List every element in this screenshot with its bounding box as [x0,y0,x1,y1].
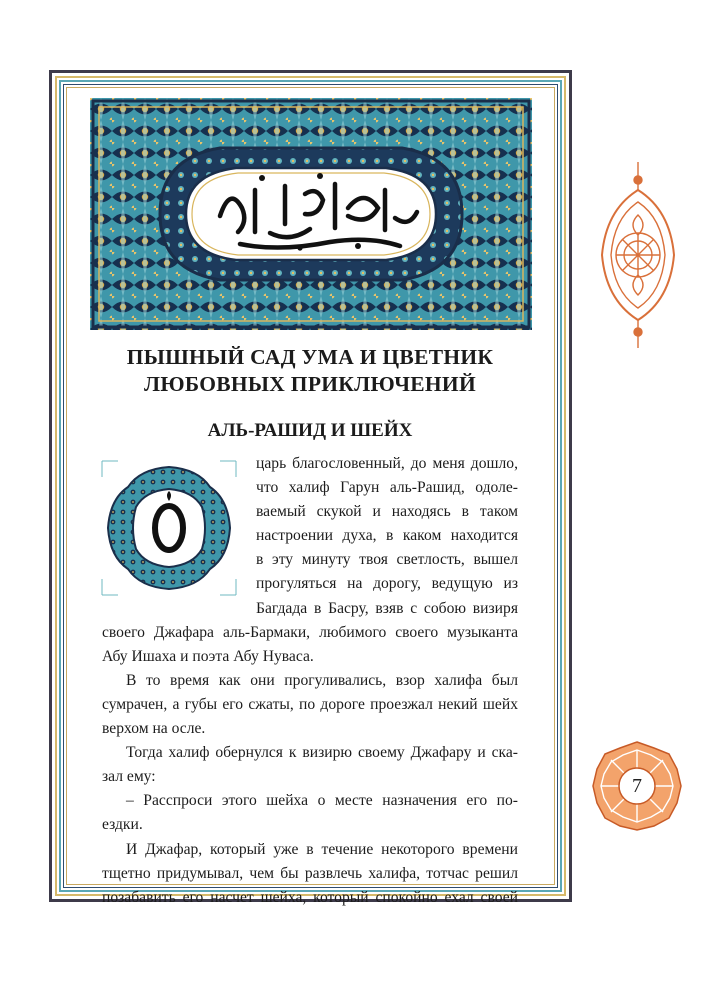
chapter-title-line-1: ПЫШНЫЙ САД УМА И ЦВЕТНИК [126,345,494,369]
body-line: прогуляться на дорогу, ведущую из [256,575,518,593]
body-line: тщетно придумывал, чем бы развлечь халифа, тотчас решил [102,864,518,882]
body-line: в эту минуту твоя светлость, вышел [256,551,518,569]
body-line: что халиф Гарун аль-Рашид, одоле- [256,479,518,497]
story-body [102,452,518,910]
body-line: сумрачен, а губы его сжаты, по дороге проезжал некий шейх [102,695,518,713]
banner-arabic-text: بالأزواج وجنة الطرافة البستان الزاهر [303,223,319,224]
story-subtitle: АЛЬ-РАШИД И ШЕЙХ [207,420,413,441]
ornamental-banner [90,98,532,330]
chapter-title-line-2: ЛЮБОВНЫХ ПРИКЛЮЧЕНИЙ [144,372,476,396]
body-line: Багдада в Басру, взяв с собою визиря [256,599,518,617]
page-number-badge [591,740,683,832]
body-line: ваемый скукой и находясь в таком [256,503,518,521]
chapter-title [100,344,520,398]
page-number: 7 [632,774,642,797]
body-line: верхом на осле. [102,720,206,738]
body-line: царь благословенный, до меня дошло, [256,455,518,472]
body-line: зал ему: [102,768,156,786]
body-line: ездки. [102,816,143,834]
body-line: настроении духа, в каком находится [256,527,518,545]
body-line: Тогда халиф обернулся к визирю своему Джафару и ска- [126,744,518,762]
body-line: И Джафар, который уже в течение некоторого времени [126,840,518,858]
body-line: В то время как они прогуливались, взор халифа был [126,671,518,689]
side-medallion-ornament [598,160,678,350]
body-line: своего Джафара аль-Бармаки, любимого своего музыканта [102,623,518,641]
body-line: позабавить его насчет шейха, который спокойно ехал своей [102,888,518,906]
body-line: Абу Ишаха и поэта Абу Нуваса. [102,647,314,665]
body-line: – Расспроси этого шейха о месте назначения его по- [126,792,518,810]
